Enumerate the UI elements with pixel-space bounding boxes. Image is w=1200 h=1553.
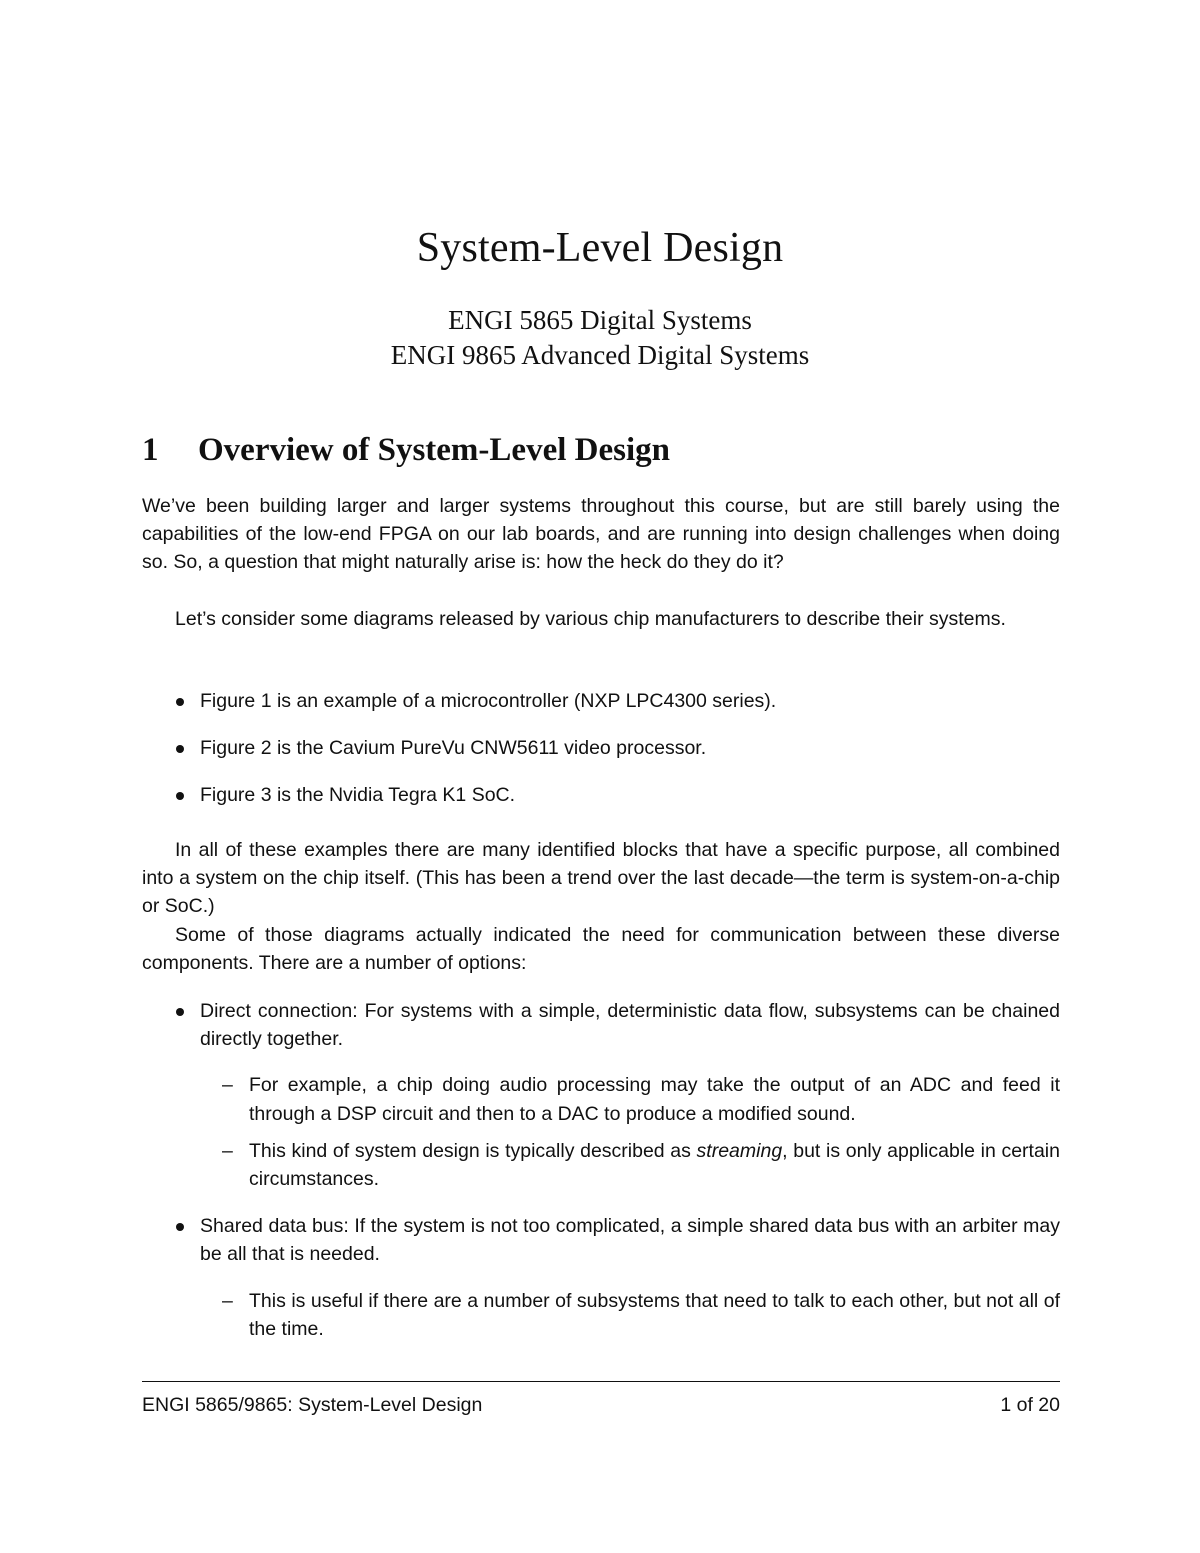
section-heading: [142, 428, 670, 472]
streaming-item: [249, 1140, 1060, 1190]
shared-bus-item: Shared data bus: If the system is not too complicated, a simple shared data bus with an arbiter may be all that is needed.: [200, 1215, 1060, 1266]
direct-connection-item: Direct connection: For systems with a simple, deterministic data flow, subsystems can be chained directly together.: [200, 1000, 1060, 1051]
list-item: [142, 997, 1060, 1053]
list-item: [142, 734, 1060, 781]
course-title-9865: ENGI 9865 Advanced Digital Systems: [390, 340, 810, 370]
list-item: [142, 1071, 1060, 1127]
document-title: System-Level Design: [416, 225, 784, 271]
diagrams-paragraph: Let’s consider some diagrams released by various chip manufacturers to describe their systems.: [175, 608, 1006, 630]
bullet-icon: [176, 1223, 184, 1231]
bullet-icon: [176, 1008, 184, 1016]
shared-bus-usage-item: This is useful if there are a number of subsystems that need to talk to each other, but not all of the time.: [249, 1289, 1060, 1340]
section-number: 1: [142, 432, 159, 468]
dash-icon: –: [222, 1074, 233, 1097]
dash-icon: –: [222, 1139, 233, 1162]
list-item: [142, 687, 1060, 734]
bullet-icon: [176, 792, 184, 800]
intro-paragraph: We’ve been building larger and larger systems throughout this course, but are still barely using the capabilities of the low-end FPGA on our lab boards, and are running into design challenges when doing so. So, a question that might naturally arise is: how the heck do they do it?: [142, 495, 1060, 574]
list-item: [142, 1287, 1060, 1343]
page-number: 1 of 20: [1000, 1394, 1060, 1416]
streaming-item-text-before: This kind of system design is typically described as: [249, 1139, 697, 1162]
soc-paragraph: In all of these examples there are many identified blocks that have a specific purpose, all combined into a system on the chip itself. (This has been a trend over the last decade—the term is system-on-a-chip or SoC.): [142, 839, 1060, 918]
bullet-icon: [176, 698, 184, 706]
streaming-emphasis: streaming: [696, 1139, 783, 1162]
section-title: Overview of System-Level Design: [198, 432, 670, 468]
list-item: [142, 781, 1060, 828]
figure-1-item: Figure 1 is an example of a microcontroller (NXP LPC4300 series).: [200, 690, 777, 712]
figure-2-item: Figure 2 is the Cavium PureVu CNW5611 video processor.: [200, 737, 707, 759]
footer-course-label: ENGI 5865/9865: System-Level Design: [142, 1394, 483, 1416]
list-item: [142, 1212, 1060, 1268]
options-intro-paragraph: Some of those diagrams actually indicated the need for communication between these diverse components. There are a number of options:: [142, 924, 1060, 975]
streaming-item-text-after: , but is only applicable in certain circumstances.: [249, 1139, 1060, 1191]
bullet-icon: [176, 745, 184, 753]
list-item: [142, 1137, 1060, 1193]
audio-example-item: For example, a chip doing audio processing may take the output of an ADC and feed it through a DSP circuit and then to a DAC to produce a modified sound.: [249, 1074, 1060, 1125]
figure-list: [142, 687, 1060, 828]
options-list: [142, 997, 1060, 1343]
course-title-5865: ENGI 5865 Digital Systems: [448, 305, 752, 335]
dash-icon: –: [222, 1289, 233, 1312]
figure-3-item: Figure 3 is the Nvidia Tegra K1 SoC.: [200, 784, 516, 806]
footer-divider: [142, 1381, 1060, 1382]
